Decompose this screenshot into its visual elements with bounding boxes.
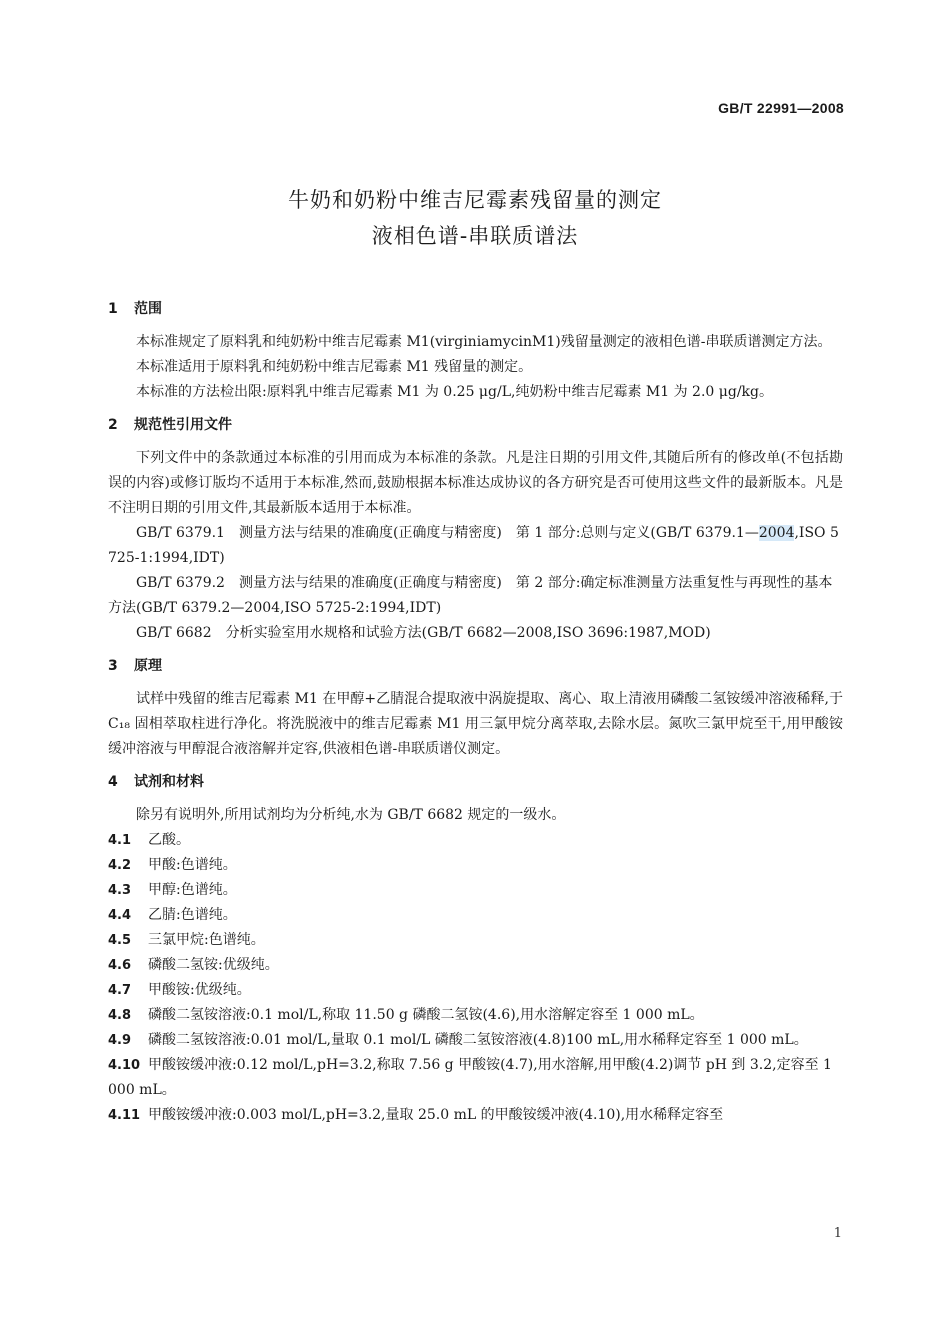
document-body — [108, 298, 843, 1128]
paragraph: 本标准的方法检出限:原料乳中维吉尼霉素 M1 为 0.25 μg/L,纯奶粉中维吉尼霉素 M1 为 2.0 μg/kg。 — [136, 384, 773, 400]
item-text: 甲酸:色谱纯。 — [148, 857, 237, 873]
item-text: 甲酸铵缓冲液:0.12 mol/L,pH=3.2,称取 7.56 g 甲酸铵(4.7),用水溶解,用甲酸(4.2)调节 pH 到 3.2,定容至 1 000 mL。 — [108, 1057, 832, 1098]
document-title-line-2: 液相色谱-串联质谱法 — [371, 224, 579, 248]
section-heading-reagents — [108, 771, 843, 793]
section-title: 范围 — [134, 301, 162, 317]
selected-text-highlight[interactable]: 2004 — [758, 525, 795, 541]
item-number: 4.2 — [108, 858, 132, 873]
list-item — [108, 928, 843, 953]
section-title: 试剂和材料 — [134, 774, 204, 790]
paragraph: 本标准适用于原料乳和纯奶粉中维吉尼霉素 M1 残留量的测定。 — [136, 359, 533, 375]
list-item — [108, 1103, 843, 1128]
paragraph: 本标准规定了原料乳和纯奶粉中维吉尼霉素 M1(virginiamycinM1)残留量测定的液相色谱-串联质谱测定方法。 — [136, 334, 832, 350]
item-number: 4.10 — [108, 1058, 141, 1073]
list-item — [108, 828, 843, 853]
item-number: 4.6 — [108, 958, 132, 973]
item-number: 4.7 — [108, 983, 132, 998]
item-text: 甲醇:色谱纯。 — [148, 882, 237, 898]
page-number: 1 — [833, 1226, 842, 1241]
reference-item: GB/T 6682 分析实验室用水规格和试验方法(GB/T 6682—2008,ISO 3696:1987,MOD) — [136, 625, 711, 641]
standard-code: GB/T 22991—2008 — [718, 100, 844, 116]
paragraph: 试样中残留的维吉尼霉素 M1 在甲醇+乙腈混合提取液中涡旋提取、离心、取上清液用磷酸二氢铵缓冲溶液稀释,于 C₁₈ 固相萃取柱进行净化。将洗脱液中的维吉尼霉素 M1 用三氯甲烷分离萃取,去除水层。氮吹三氯甲烷至干,用甲酸铵缓冲溶液与甲醇混合液溶解并定容,供液相色谱-串联质谱仪测定。 — [108, 691, 843, 757]
item-text: 磷酸二氢铵溶液:0.1 mol/L,称取 11.50 g 磷酸二氢铵(4.6),用水溶解定容至 1 000 mL。 — [148, 1007, 704, 1023]
section-heading-normative-references — [108, 414, 843, 436]
list-item — [108, 1053, 843, 1103]
reference-item — [108, 521, 843, 571]
section-title: 规范性引用文件 — [134, 417, 232, 433]
section-number: 3 — [108, 658, 118, 674]
reference-text: GB/T 6379.1 测量方法与结果的准确度(正确度与精密度) 第 1 部分:总则与定义(GB/T 6379.1— — [136, 525, 759, 541]
reference-text: ,ISO 5725-1:1994,IDT) — [108, 525, 839, 566]
list-item — [108, 903, 843, 928]
section-title: 原理 — [134, 658, 162, 674]
list-item — [108, 878, 843, 903]
item-number: 4.5 — [108, 933, 132, 948]
item-number: 4.4 — [108, 908, 132, 923]
item-text: 磷酸二氢铵:优级纯。 — [148, 957, 279, 973]
item-text: 乙酸。 — [148, 832, 190, 848]
list-item — [108, 1003, 843, 1028]
item-number: 4.3 — [108, 883, 132, 898]
paragraph: 除另有说明外,所用试剂均为分析纯,水为 GB/T 6682 规定的一级水。 — [136, 807, 566, 823]
section-number: 4 — [108, 774, 118, 790]
item-number: 4.11 — [108, 1108, 141, 1123]
item-text: 三氯甲烷:色谱纯。 — [148, 932, 265, 948]
item-text: 乙腈:色谱纯。 — [148, 907, 237, 923]
item-number: 4.9 — [108, 1033, 132, 1048]
section-heading-scope — [108, 298, 843, 320]
section-number: 2 — [108, 417, 118, 433]
section-heading-principle — [108, 655, 843, 677]
item-text: 甲酸铵缓冲液:0.003 mol/L,pH=3.2,量取 25.0 mL 的甲酸铵缓冲液(4.10),用水稀释定容至 — [148, 1107, 724, 1123]
section-number: 1 — [108, 301, 118, 317]
item-number: 4.1 — [108, 833, 132, 848]
list-item — [108, 853, 843, 878]
item-text: 甲酸铵:优级纯。 — [148, 982, 251, 998]
reference-item: GB/T 6379.2 测量方法与结果的准确度(正确度与精密度) 第 2 部分:确定标准测量方法重复性与再现性的基本方法(GB/T 6379.2—2004,ISO 5725-2:1994,IDT) — [108, 575, 833, 616]
item-text: 磷酸二氢铵溶液:0.01 mol/L,量取 0.1 mol/L 磷酸二氢铵溶液(4.8)100 mL,用水稀释定容至 1 000 mL。 — [148, 1032, 808, 1048]
paragraph: 下列文件中的条款通过本标准的引用而成为本标准的条款。凡是注日期的引用文件,其随后所有的修改单(不包括勘误的内容)或修订版均不适用于本标准,然而,鼓励根据本标准达成协议的各方研究是否可使用这些文件的最新版本。凡是不注明日期的引用文件,其最新版本适用于本标准。 — [108, 450, 843, 516]
list-item — [108, 953, 843, 978]
item-number: 4.8 — [108, 1008, 132, 1023]
document-title-line-1: 牛奶和奶粉中维吉尼霉素残留量的测定 — [288, 188, 662, 212]
list-item — [108, 1028, 843, 1053]
list-item — [108, 978, 843, 1003]
